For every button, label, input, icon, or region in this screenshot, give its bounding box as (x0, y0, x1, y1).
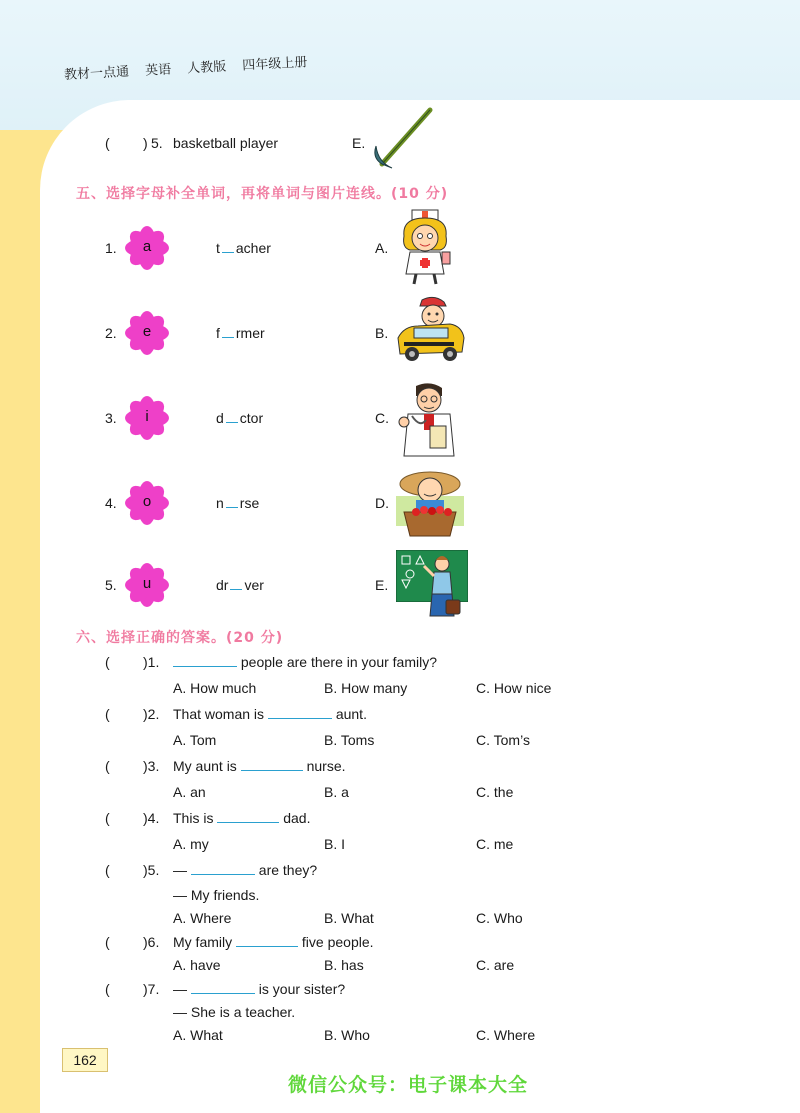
page-number: 162 (62, 1048, 108, 1072)
word-fill (216, 240, 271, 256)
option-b[interactable]: B. has (324, 957, 364, 973)
option-c[interactable]: C. Tom’s (476, 732, 530, 748)
item-number: 4. (105, 495, 117, 511)
question-number: )7. (143, 981, 160, 997)
answer-blank[interactable] (236, 934, 298, 947)
answer-paren[interactable]: ( (105, 981, 110, 997)
prev-item-num: 5. (151, 135, 163, 151)
question-text (173, 810, 310, 826)
answer-blank[interactable] (268, 706, 332, 719)
question-reply: — My friends. (173, 887, 260, 903)
flower-letter: a (142, 238, 152, 255)
option-a[interactable]: A. have (173, 957, 221, 973)
word-prefix: dr (216, 577, 229, 593)
question-number: )3. (143, 758, 160, 774)
flower-letter: o (142, 493, 152, 510)
flower-letter-u (125, 563, 169, 607)
question-pre: — (173, 862, 187, 878)
option-label: C. (375, 410, 389, 426)
word-suffix: ver (244, 577, 264, 593)
flower-letter: i (145, 408, 149, 425)
question-reply: — She is a teacher. (173, 1004, 296, 1020)
option-b[interactable]: B. What (324, 910, 374, 926)
question-number: )1. (143, 654, 160, 670)
question-post: aunt. (335, 706, 367, 722)
header-grade: 四年级上册 (241, 55, 308, 74)
question-text (173, 981, 345, 997)
answer-blank[interactable] (241, 758, 303, 771)
option-a[interactable]: A. How much (173, 680, 257, 696)
option-label: E. (375, 577, 389, 593)
option-c[interactable]: C. Who (476, 910, 523, 926)
answer-blank[interactable] (173, 654, 237, 667)
option-a[interactable]: A. my (173, 836, 209, 852)
option-b[interactable]: B. a (324, 784, 349, 800)
question-text (173, 758, 346, 774)
teacher-picture (396, 550, 468, 618)
letter-blank[interactable] (226, 410, 238, 423)
option-b[interactable]: B. Who (324, 1027, 370, 1043)
word-prefix: n (216, 495, 224, 511)
flower-letter-e (125, 311, 169, 355)
item-number: 1. (105, 240, 117, 256)
option-a[interactable]: A. an (173, 784, 206, 800)
letter-blank[interactable] (222, 240, 234, 253)
answer-blank[interactable] (217, 810, 279, 823)
word-suffix: rmer (235, 325, 265, 341)
question-number: )5. (143, 862, 160, 878)
word-fill (216, 325, 265, 341)
section5-title: 五、选择字母补全单词，再将单词与图片连线。(10 分) (76, 186, 449, 202)
option-b[interactable]: B. I (324, 836, 346, 852)
question-number: )6. (143, 934, 160, 950)
question-text (173, 706, 367, 722)
word-suffix: rse (239, 495, 260, 511)
flower-letter: e (142, 323, 152, 340)
answer-paren[interactable]: ( (105, 934, 110, 950)
answer-paren[interactable]: ( (105, 706, 110, 722)
flower-letter: u (142, 575, 152, 592)
item-number: 2. (105, 325, 117, 341)
question-post: people are there in your family? (240, 654, 437, 670)
option-label: B. (375, 325, 389, 341)
question-number: )2. (143, 706, 160, 722)
answer-paren[interactable]: ( (105, 810, 110, 826)
question-number: )4. (143, 810, 160, 826)
word-prefix: f (216, 325, 220, 341)
farmer-picture (396, 462, 464, 538)
prev-item-text: basketball player (173, 135, 279, 151)
answer-paren[interactable]: ( (105, 862, 110, 878)
header-series: 教材一点通 (63, 64, 130, 83)
option-a[interactable]: A. What (173, 1027, 223, 1043)
question-pre: That woman is (173, 706, 265, 722)
question-post: are they? (258, 862, 318, 878)
doctor-picture (396, 380, 462, 460)
question-pre: My aunt is (173, 758, 237, 774)
answer-blank[interactable] (191, 862, 255, 875)
question-text (173, 934, 374, 950)
header-subject: 英语 (144, 62, 172, 79)
answer-blank[interactable] (191, 981, 255, 994)
option-b[interactable]: B. How many (324, 680, 408, 696)
word-fill (216, 577, 264, 593)
scythe-picture (368, 106, 434, 176)
question-post: nurse. (306, 758, 346, 774)
question-pre: My family (173, 934, 233, 950)
option-label: D. (375, 495, 389, 511)
header-edition: 人教版 (186, 59, 227, 77)
item-number: 5. (105, 577, 117, 593)
option-c[interactable]: C. How nice (476, 680, 552, 696)
letter-blank[interactable] (222, 325, 234, 338)
option-c[interactable]: C. the (476, 784, 514, 800)
answer-paren[interactable]: ( (105, 654, 110, 670)
prev-item-paren-close: ) (143, 135, 148, 151)
option-c[interactable]: C. are (476, 957, 515, 973)
word-prefix: t (216, 240, 220, 256)
option-label: A. (375, 240, 389, 256)
letter-blank[interactable] (226, 495, 238, 508)
question-pre: This is (173, 810, 214, 826)
option-c[interactable]: C. Where (476, 1027, 536, 1043)
section6-title: 六、选择正确的答案。(20 分) (76, 630, 284, 646)
question-post: dad. (283, 810, 311, 826)
word-fill (216, 495, 259, 511)
word-suffix: acher (235, 240, 271, 256)
letter-blank[interactable] (230, 577, 242, 590)
option-c[interactable]: C. me (476, 836, 514, 852)
option-a[interactable]: A. Tom (173, 732, 217, 748)
item-number: 3. (105, 410, 117, 426)
question-pre: — (173, 981, 187, 997)
option-a[interactable]: A. Where (173, 910, 232, 926)
flower-letter-o (125, 481, 169, 525)
option-b[interactable]: B. Toms (324, 732, 375, 748)
prev-item-paren: ( (105, 135, 110, 151)
footer-watermark: 微信公众号：电子课本大全 (288, 1074, 529, 1096)
question-text (173, 654, 437, 670)
question-post: is your sister? (258, 981, 346, 997)
nurse-picture (396, 208, 456, 286)
question-text (173, 862, 317, 878)
taxi-driver-picture (394, 294, 466, 364)
question-post: five people. (301, 934, 374, 950)
prev-item-option: E. (352, 135, 366, 151)
flower-letter-a (125, 226, 169, 270)
answer-paren[interactable]: ( (105, 758, 110, 774)
flower-letter-i (125, 396, 169, 440)
word-suffix: ctor (239, 410, 264, 426)
word-prefix: d (216, 410, 224, 426)
word-fill (216, 410, 263, 426)
